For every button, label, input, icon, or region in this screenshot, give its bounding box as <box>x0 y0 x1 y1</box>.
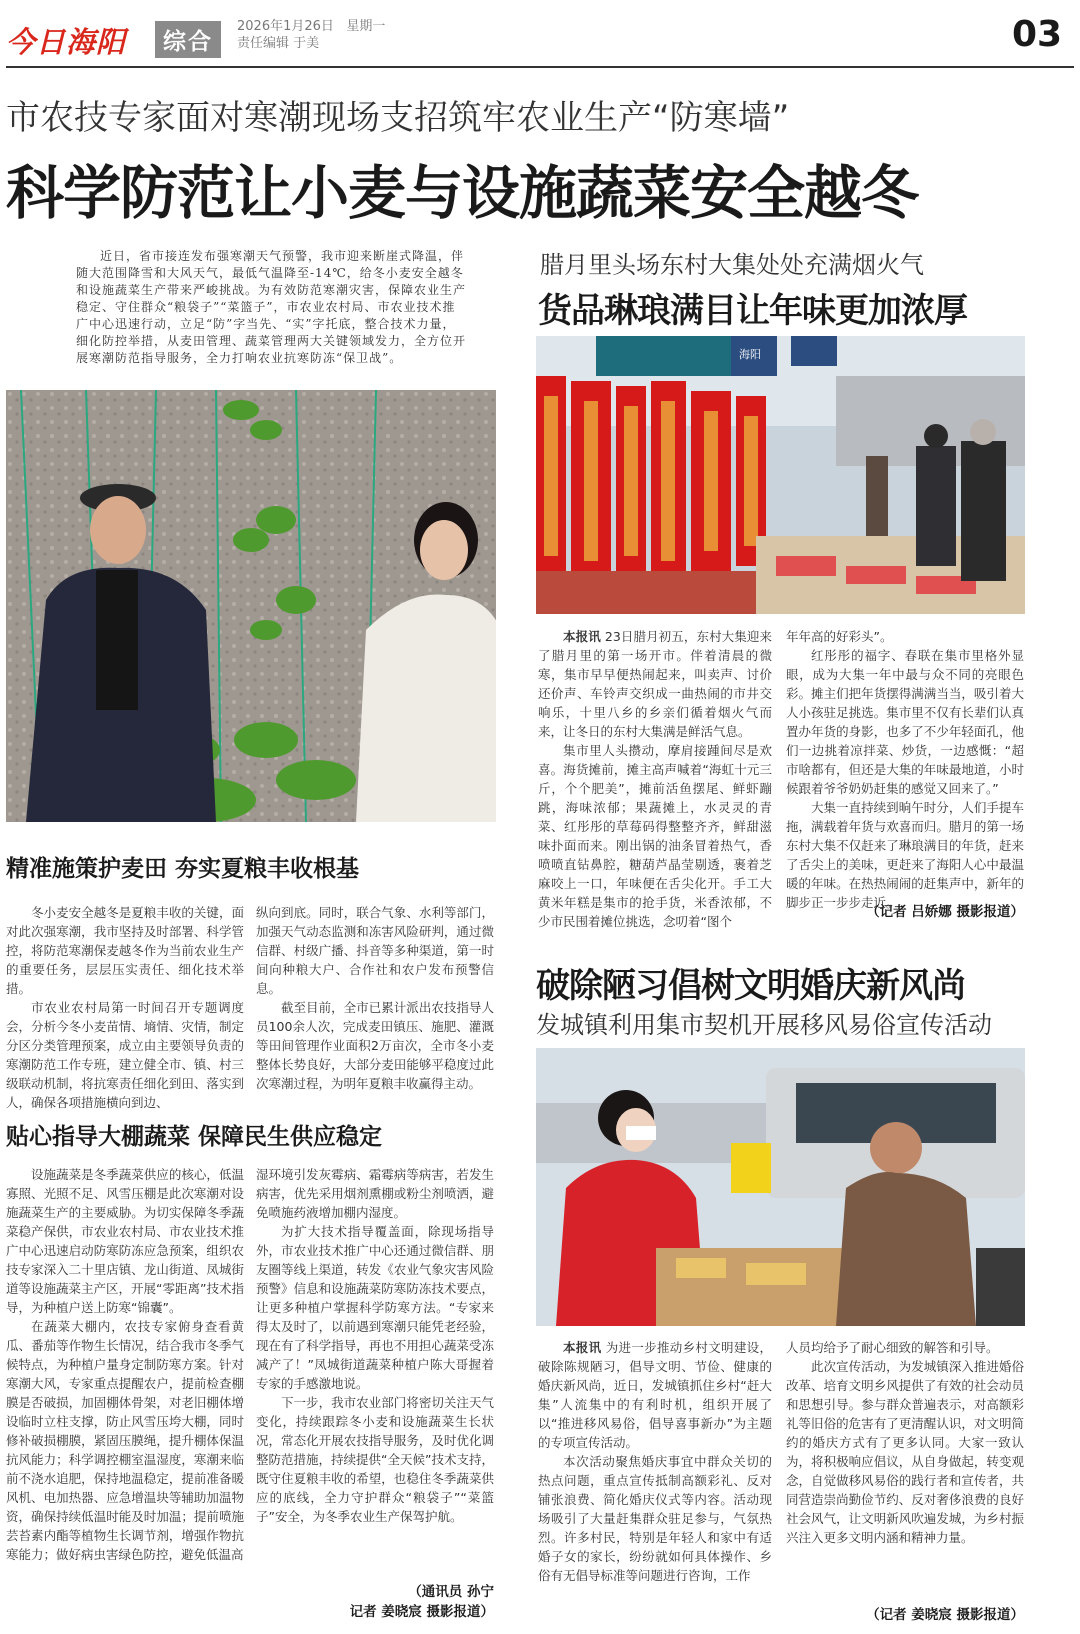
issue-date: 2026年1月26日 <box>237 19 334 34</box>
section1-heading: 精准施策护麦田 夯实夏粮丰收根基 <box>6 856 360 882</box>
paragraph <box>538 627 772 741</box>
paragraph: 此次宣传活动，为发城镇深入推进婚俗改革、培育文明乡风提供了有效的社会动员和思想引导。参与群众普遍表示，对高额彩礼等旧俗的危害有了更清醒认识，对文明简约的婚庆方式有了更多认同。大家一致认为，将积极响应倡议，从自身做起，转变观念，自觉做移风易俗的践行者和宣传者，共同营造崇尚勤俭节约、反对奢侈浪费的良好社会风气，让文明新风吹遍发城，为乡村振兴注入更多文明内涵和精神力量。 <box>786 1359 1024 1545</box>
wedding-headline: 破除陋习倡树文明婚庆新风尚 <box>536 966 965 1006</box>
market-byline: （记者 吕娇娜 摄影报道） <box>866 904 1024 920</box>
market-kicker: 腊月里头场东村大集处处充满烟火气 <box>540 251 924 279</box>
story-tag: 本报讯 <box>563 1340 602 1355</box>
paragraph: 冬小麦安全越冬是夏粮丰收的关键，面对此次强寒潮，我市坚持及时部署、科学管控，将防范寒潮保麦越冬作为当前农业生产的重要任务，层层压实责任、细化技术举措。 <box>6 905 244 996</box>
byline-line: （通讯员 孙宁 <box>408 1584 494 1600</box>
paragraph <box>538 1338 772 1452</box>
paragraph: 设施蔬菜是冬季蔬菜供应的核心，低温寡照、光照不足、风雪压棚是此次寒潮对设施蔬菜生产的主要威胁。为切实保障冬季蔬菜稳产保供，市农业农村局、市农业技术推广中心迅速启动防寒防冻应急预案，组织农技专家深入二十里店镇、龙山街道、凤城街道等设施蔬菜主产区，开展“零距离”技术指导，为种植户送上防寒“锦囊”。 <box>6 1167 244 1315</box>
wedding-promo-photo <box>536 1048 1025 1326</box>
market-sign-text: 海阳 <box>739 348 761 361</box>
lead-kicker: 市农技专家面对寒潮现场支招筑牢农业生产“防寒墙” <box>6 98 790 138</box>
section1-col2 <box>256 903 494 1093</box>
section2-byline <box>256 1580 494 1620</box>
lead-headline: 科学防范让小麦与设施蔬菜安全越冬 <box>6 159 919 227</box>
paragraph: 下一步，我市农业部门将密切关注天气变化，持续跟踪冬小麦和设施蔬菜生长状况，常态化开展农技指导服务，及时优化调整防范措施，持续提供“全天候”技术支持，既守住夏粮丰收的希望，也稳住冬季蔬菜供应的底线，全力守护群众“粮袋子”“菜篮子”安全，为冬季农业生产保驾护航。 <box>256 1395 494 1524</box>
paragraph: 红彤彤的福字、春联在集市里格外显眼，成为大集一年中最与众不同的亮眼色彩。摊主们把年货摆得满满当当，吸引着大人小孩驻足挑选。集市里不仅有长辈们认真置办年货的身影，也多了不少年轻面孔，他们一边挑着凉拌菜、炒货，一边感慨：“超市啥都有，但还是大集的年味最地道，小时候跟着爷爷奶奶赶集的感觉又回来了。” <box>786 648 1024 796</box>
paragraph: 在蔬菜大棚内，农技专家俯身查看黄瓜、番茄等作物生长情况，结合我市冬季气候特点，为种植户量身定制防寒方案。针对寒潮大风，专家重点提醒农户，提前检查棚膜是否破损，加固棚体骨架，对老旧棚体增设临时立柱支撑，防止风雪压垮大棚，同时修补破损棚膜，紧固压膜绳，提升棚体保温抗风能力；科学调控棚室温湿度，寒潮来临前不浇水追肥，保持地温稳定，提前准备暖风机、电加热器、应急增温块等辅助加温物资，确保持续低温时能及时加温；提前喷施芸苔素内酯等植物生长调节剂，增强作物抗寒能力；做好病虫害绿色防控，避免低温高 <box>6 1319 244 1562</box>
paragraph: 人员均给予了耐心细致的解答和引导。 <box>786 1340 999 1355</box>
issue-weekday: 星期一 <box>346 19 386 34</box>
paragraph: 年年高的好彩头”。 <box>786 629 893 644</box>
market-col1 <box>538 627 772 931</box>
dateline <box>237 18 385 52</box>
section-label: 综合 <box>155 21 221 58</box>
wedding-col1 <box>538 1338 772 1585</box>
market-headline: 货品琳琅满目让年味更加浓厚 <box>538 291 967 331</box>
section1-col1 <box>6 903 244 1112</box>
paragraph: 纵向到底。同时，联合气象、水利等部门，加强天气动态监测和冻害风险研判，通过微信群、村级广播、抖音等多种渠道，第一时间向种粮大户、合作社和农户发布预警信息。 <box>256 905 494 996</box>
masthead-logo: 今日海阳 <box>6 25 127 59</box>
paragraph: 截至目前，全市已累计派出农技指导人员100余人次，完成麦田镇压、施肥、灌溉等田间管理作业面积2万亩次，全市冬小麦整体长势良好，大部分麦田能够平稳度过此次寒潮过程，为明年夏粮丰收赢得主动。 <box>256 1000 494 1091</box>
paragraph-text: 23日腊月初五，东村大集迎来了腊月里的第一场开市。伴着清晨的微寒，集市早早便热闹起来，叫卖声、讨价还价声、车铃声交织成一曲热闹的市井交响乐，十里八乡的乡亲们循着烟火气而来，让冬日的东村大集满是鲜活气息。 <box>538 629 772 739</box>
section2-col1 <box>6 1165 244 1564</box>
paragraph: 湿环境引发灰霉病、霜霉病等病害，若发生病害，优先采用烟剂熏棚或粉尘剂喷洒，避免喷施药液增加棚内湿度。 <box>256 1167 494 1220</box>
paragraph: 大集一直持续到晌午时分，人们手提车拖，满载着年货与欢喜而归。腊月的第一场东村大集不仅赶来了琳琅满目的年货，赶来了舌尖上的美味，更赶来了海阳人心中最温暖的年味。在热热闹闹的赶集声中，新年的脚步正一步步走近。 <box>786 800 1024 910</box>
page-number: 03 <box>1012 14 1063 55</box>
editor-credit: 责任编辑 于美 <box>237 36 320 51</box>
paragraph: 集市里人头攒动，摩肩接踵间尽是欢喜。海货摊前，摊主高声喊着“海虹十元三斤，个个肥美”，摊前活鱼摆尾、鲜虾蹦跳，海味浓郁；果蔬摊上，水灵灵的青菜、红彤彤的草莓码得整整齐齐，鲜甜滋味扑面而来。刚出锅的油条冒着热气，香喷喷直钻鼻腔，糖葫芦晶莹剔透，裹着芝麻咬上一口，年味便在舌尖化开。手工大黄米年糕是集市的抢手货，米香浓郁，不少市民围着摊位挑选，念叨着“图个 <box>538 743 772 929</box>
paragraph: 本次活动聚焦婚庆事宜中群众关切的热点问题，重点宣传抵制高额彩礼、反对铺张浪费、简化婚庆仪式等内容。活动现场吸引了大量赶集群众驻足参与，气氛热烈。许多村民，特别是年轻人和家中有适婚子女的家长，纷纷就如何具体操作、乡俗有无倡导标准等问题进行咨询，工作 <box>538 1454 772 1583</box>
wedding-byline: （记者 姜晓宸 摄影报道） <box>866 1607 1024 1623</box>
section2-col2 <box>256 1165 494 1526</box>
paragraph-text: 为进一步推动乡村文明建设，破除陈规陋习，倡导文明、节俭、健康的婚庆新风尚，近日，发城镇抓住乡村“赶大集”人流集中的有利时机，组织开展了以“推进移风易俗，倡导喜事新办”为主题的专项宣传活动。 <box>538 1340 772 1450</box>
section2-heading: 贴心指导大棚蔬菜 保障民生供应稳定 <box>6 1124 383 1150</box>
wedding-col2 <box>786 1338 1024 1547</box>
story-tag: 本报讯 <box>563 629 601 644</box>
wedding-subtitle: 发城镇利用集市契机开展移风易俗宣传活动 <box>536 1011 992 1039</box>
market-photo <box>536 336 1025 614</box>
byline-line: 记者 姜晓宸 摄影报道） <box>349 1604 494 1620</box>
lead-summary: 近日，省市接连发布强寒潮天气预警，我市迎来断崖式降温，伴随大范围降雪和大风天气，最低气温降至-14℃，给冬小麦安全越冬和设施蔬菜生产带来严峻挑战。为有效防范寒潮灾害，保障农业生产稳定、守住群众“粮袋子”“菜篮子”，市农业农村局、市农业技术推广中心迅速行动，立足“防”字当先、“实”字托底，整合技术力量，细化防控举措，从麦田管理、蔬菜管理两大关键领域发力，全方位开展寒潮防范指导服务，全力打响农业抗寒防冻“保卫战”。 <box>76 249 467 365</box>
paragraph: 为扩大技术指导覆盖面，除现场指导外，市农业技术推广中心还通过微信群、朋友圈等线上渠道，转发《农业气象灾害风险预警》信息和设施蔬菜防寒防冻技术要点，让更多种植户掌握科学防寒方法。“专家来得太及时了，以前遇到寒潮只能凭老经验，现在有了科学指导，再也不用担心蔬菜受冻减产了！”凤城街道蔬菜种植户陈大哥握着专家的手感激地说。 <box>256 1224 494 1391</box>
header-divider <box>6 66 1074 68</box>
market-col2 <box>786 627 1024 912</box>
greenhouse-photo <box>6 390 496 822</box>
paragraph: 市农业农村局第一时间召开专题调度会，分析今冬小麦苗情、墒情、灾情，制定分区分类管理预案，成立由主要领导负责的寒潮防范工作专班，建立健全市、镇、村三级联动机制，将抗寒责任细化到田、落实到人，确保各项措施横向到边、 <box>6 1000 244 1110</box>
